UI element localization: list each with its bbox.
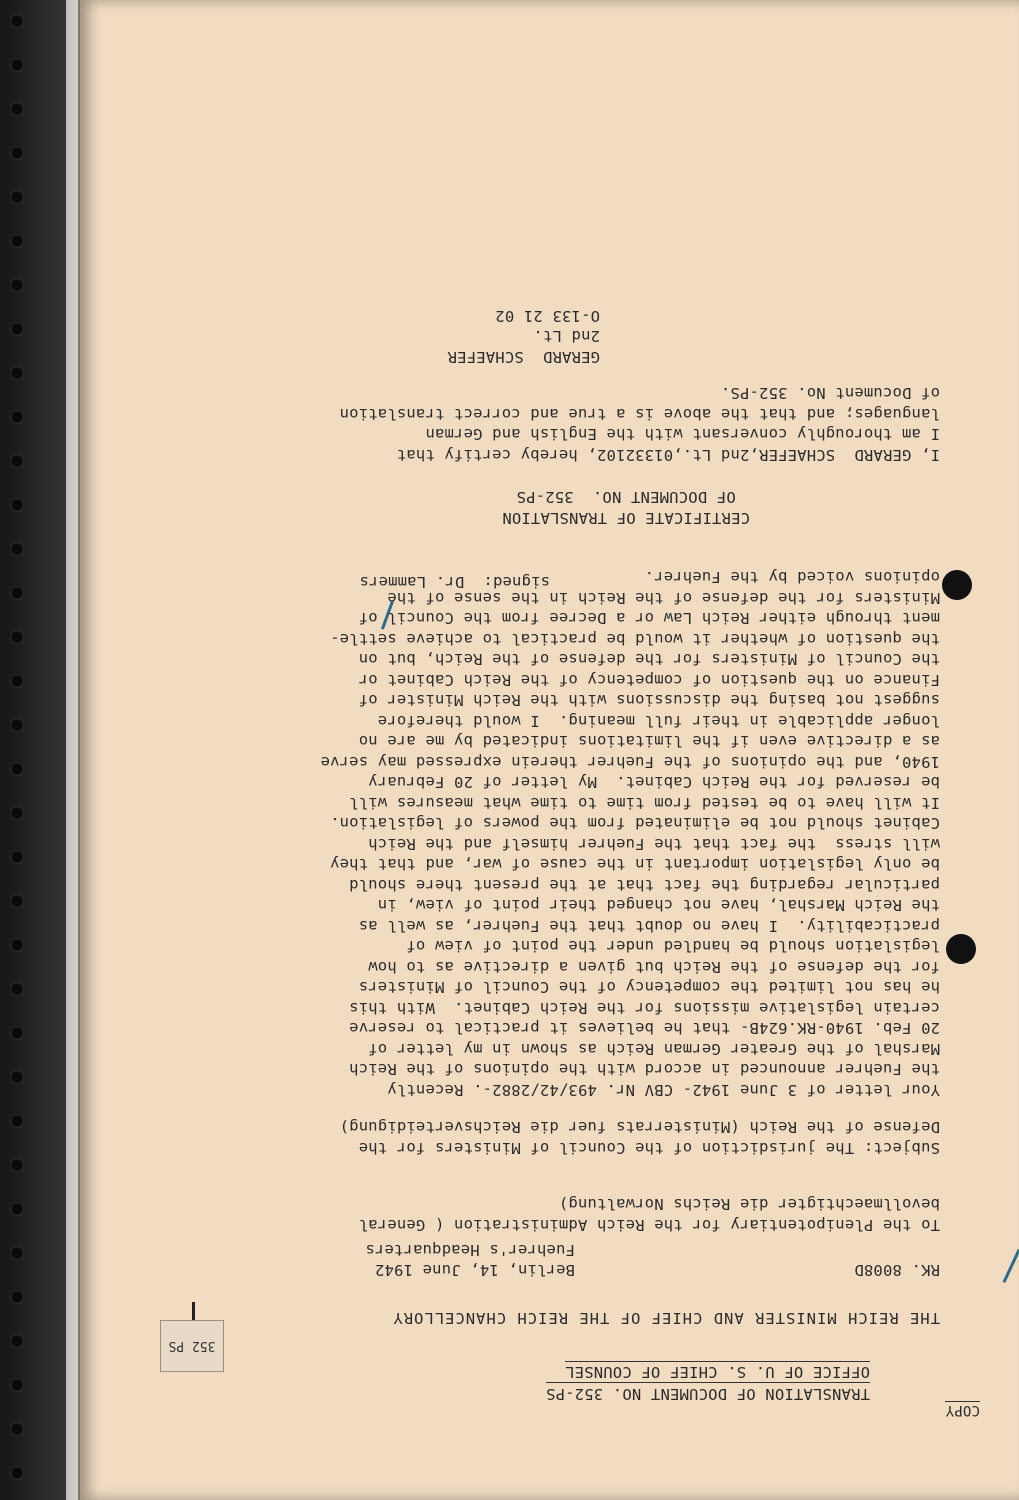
binder-hole: [10, 1114, 24, 1128]
body-line: practicability. I have no doubt that the Fuehrer, as well as: [358, 917, 940, 935]
body-line: Cabinet should not be eliminated from the powers of legislation.: [329, 814, 940, 833]
binder-hole: [10, 1466, 24, 1480]
binder-hole: [10, 278, 24, 292]
certificate-line: I, GERARD SCHAEFER,2nd Lt.,01332102, hereby certify that: [396, 446, 940, 464]
addressee-block: [359, 1194, 940, 1235]
body-line: Your letter of 3 June 1942- CBV Nr. 493/42/2882-. Recently: [387, 1081, 940, 1099]
document-page: [78, 0, 1019, 1500]
copy-stamp: COPY: [945, 1402, 980, 1418]
binder-hole: [10, 1334, 24, 1348]
binder-hole: [10, 982, 24, 996]
addressee-line: bevollmaechtigter die Reichs Norwaltung): [558, 1195, 940, 1214]
body-line: legislation should be handled under the point of view of: [406, 937, 940, 956]
body-line: for the defense of the Reich but given a directive as to how: [368, 958, 940, 976]
binder-hole: [10, 1202, 24, 1216]
signer-line: 2nd Lt.: [533, 327, 600, 346]
signature-line: signed: Dr. Lammers: [359, 573, 550, 591]
body-line: will stress the fact that the Fuehrer himself and the Reich: [368, 835, 940, 853]
body-line: the Reich Marshal, have not changed their point of view, in: [377, 896, 940, 915]
body-line: longer applicable in their full meaning. I would therefore: [377, 712, 940, 730]
binder-hole: [10, 630, 24, 644]
document-text-rotated: [230, 130, 980, 1420]
body-line: the Fuehrer announced in accord with the opinions of the Reich: [349, 1060, 940, 1079]
binder-hole: [10, 1070, 24, 1084]
headquarters-line: Fuehrer's Headquarters: [365, 1241, 575, 1259]
binder-hole: [10, 102, 24, 116]
body-line: Marshal of the Greater German Reich as shown in my letter of: [368, 1040, 940, 1058]
body-line: Finance on the question of competency of the Reich Cabinet or: [358, 671, 940, 689]
certificate-title: [502, 487, 750, 528]
body-line: 1940, and the opinions of the Fuehrer therein expressed may serve: [320, 753, 940, 771]
body-line: certain legislative missions for the Reich Cabinet. With this: [349, 999, 940, 1017]
signer-line: GERARD SCHAEFER: [447, 348, 600, 366]
binder-hole: [10, 894, 24, 908]
binder-hole: [10, 58, 24, 72]
binder-hole: [10, 674, 24, 688]
body-line: Ministers for the defense of the Reich in the sense of the: [387, 589, 940, 607]
signer-line: O-133 21 02: [495, 307, 600, 325]
translator-signature-block: [447, 306, 600, 368]
document-header: [546, 1361, 870, 1404]
certificate-line: languages; and that the above is a true and correct translation: [339, 405, 940, 423]
certificate-line: I am thoroughly conversant with the English and German: [425, 425, 940, 444]
body-line: the question of whether it would be practical to achieve settle-: [329, 630, 940, 648]
body-line: he has not limited the competency of the Council of Ministers: [358, 978, 940, 997]
subject-line: Defense of the Reich (Ministerrats fuer die Reichsverteidigung): [339, 1118, 940, 1137]
subject-block: [339, 1117, 940, 1158]
binder-hole: [10, 1246, 24, 1260]
pen-mark: [1003, 1249, 1019, 1283]
body-line: ment through either Reich Law or a Decree from the Council of: [358, 609, 940, 628]
binder-hole: [10, 542, 24, 556]
binder-hole: [10, 1378, 24, 1392]
binder-hole: [10, 410, 24, 424]
binder-hole: [10, 498, 24, 512]
body-line: as a directive even if the limitations indicated by me are no: [358, 732, 940, 751]
binder-hole: [10, 366, 24, 380]
binder-hole: [10, 586, 24, 600]
binder-hole: [10, 938, 24, 952]
binder-hole: [10, 190, 24, 204]
header-line: TRANSLATION OF DOCUMENT NO. 352-PS: [546, 1383, 870, 1405]
page-title: THE REICH MINISTER AND CHIEF OF THE REICH CHANCELLORY: [392, 1309, 940, 1327]
binder-hole: [10, 322, 24, 336]
binder-hole: [10, 850, 24, 864]
reference-number: RK. 8008D: [854, 1261, 940, 1279]
date-line: Berlin, 14, June 1942: [374, 1261, 575, 1279]
body-line: It will have to be tested from time to time what measures will: [349, 794, 940, 812]
binder-hole: [10, 1158, 24, 1172]
certificate-title-line: CERTIFICATE OF TRANSLATION: [502, 509, 750, 527]
binder-hole: [10, 1422, 24, 1436]
subject-line: Subject: The jurisdiction of the Council of Ministers for the: [358, 1139, 940, 1157]
binder-hole: [10, 454, 24, 468]
certificate-line: of Document No. 352-PS.: [720, 384, 940, 403]
binder-hole: [10, 806, 24, 820]
binder-hole: [10, 234, 24, 248]
header-line: OFFICE OF U. S. CHIEF OF COUNSEL: [565, 1361, 870, 1383]
body-line: suggest not basing the discussions with the Reich Minister of: [358, 691, 940, 710]
binder-hole: [10, 1026, 24, 1040]
addressee-line: To the Plenipotentiary for the Reich Administration ( General: [358, 1216, 940, 1234]
body-line: opinions voiced by the Fuehrer.: [644, 568, 940, 587]
body-line: the Council of Ministers for the defense of the Reich, but on: [358, 650, 940, 669]
body-line: particular regarding the fact that at the present there should: [349, 876, 940, 894]
body-line: be only legislation important in the cause of war, and that they: [329, 855, 940, 874]
certificate-title-line: OF DOCUMENT NO. 352-PS: [516, 488, 736, 507]
body-line: be reserved for the Reich Cabinet. My letter of 20 February: [368, 773, 940, 792]
letter-body: [320, 567, 940, 1100]
binder-hole: [10, 1290, 24, 1304]
binder-hole: [10, 14, 24, 28]
certificate-body: [339, 383, 940, 465]
binder-hole: [10, 718, 24, 732]
binder-hole: [10, 762, 24, 776]
margin-mark: 352 PS: [160, 1320, 224, 1372]
body-line: 20 Feb. 1940-RK.624B- that he believes it practical to reserve: [349, 1019, 940, 1038]
binder-hole: [10, 146, 24, 160]
